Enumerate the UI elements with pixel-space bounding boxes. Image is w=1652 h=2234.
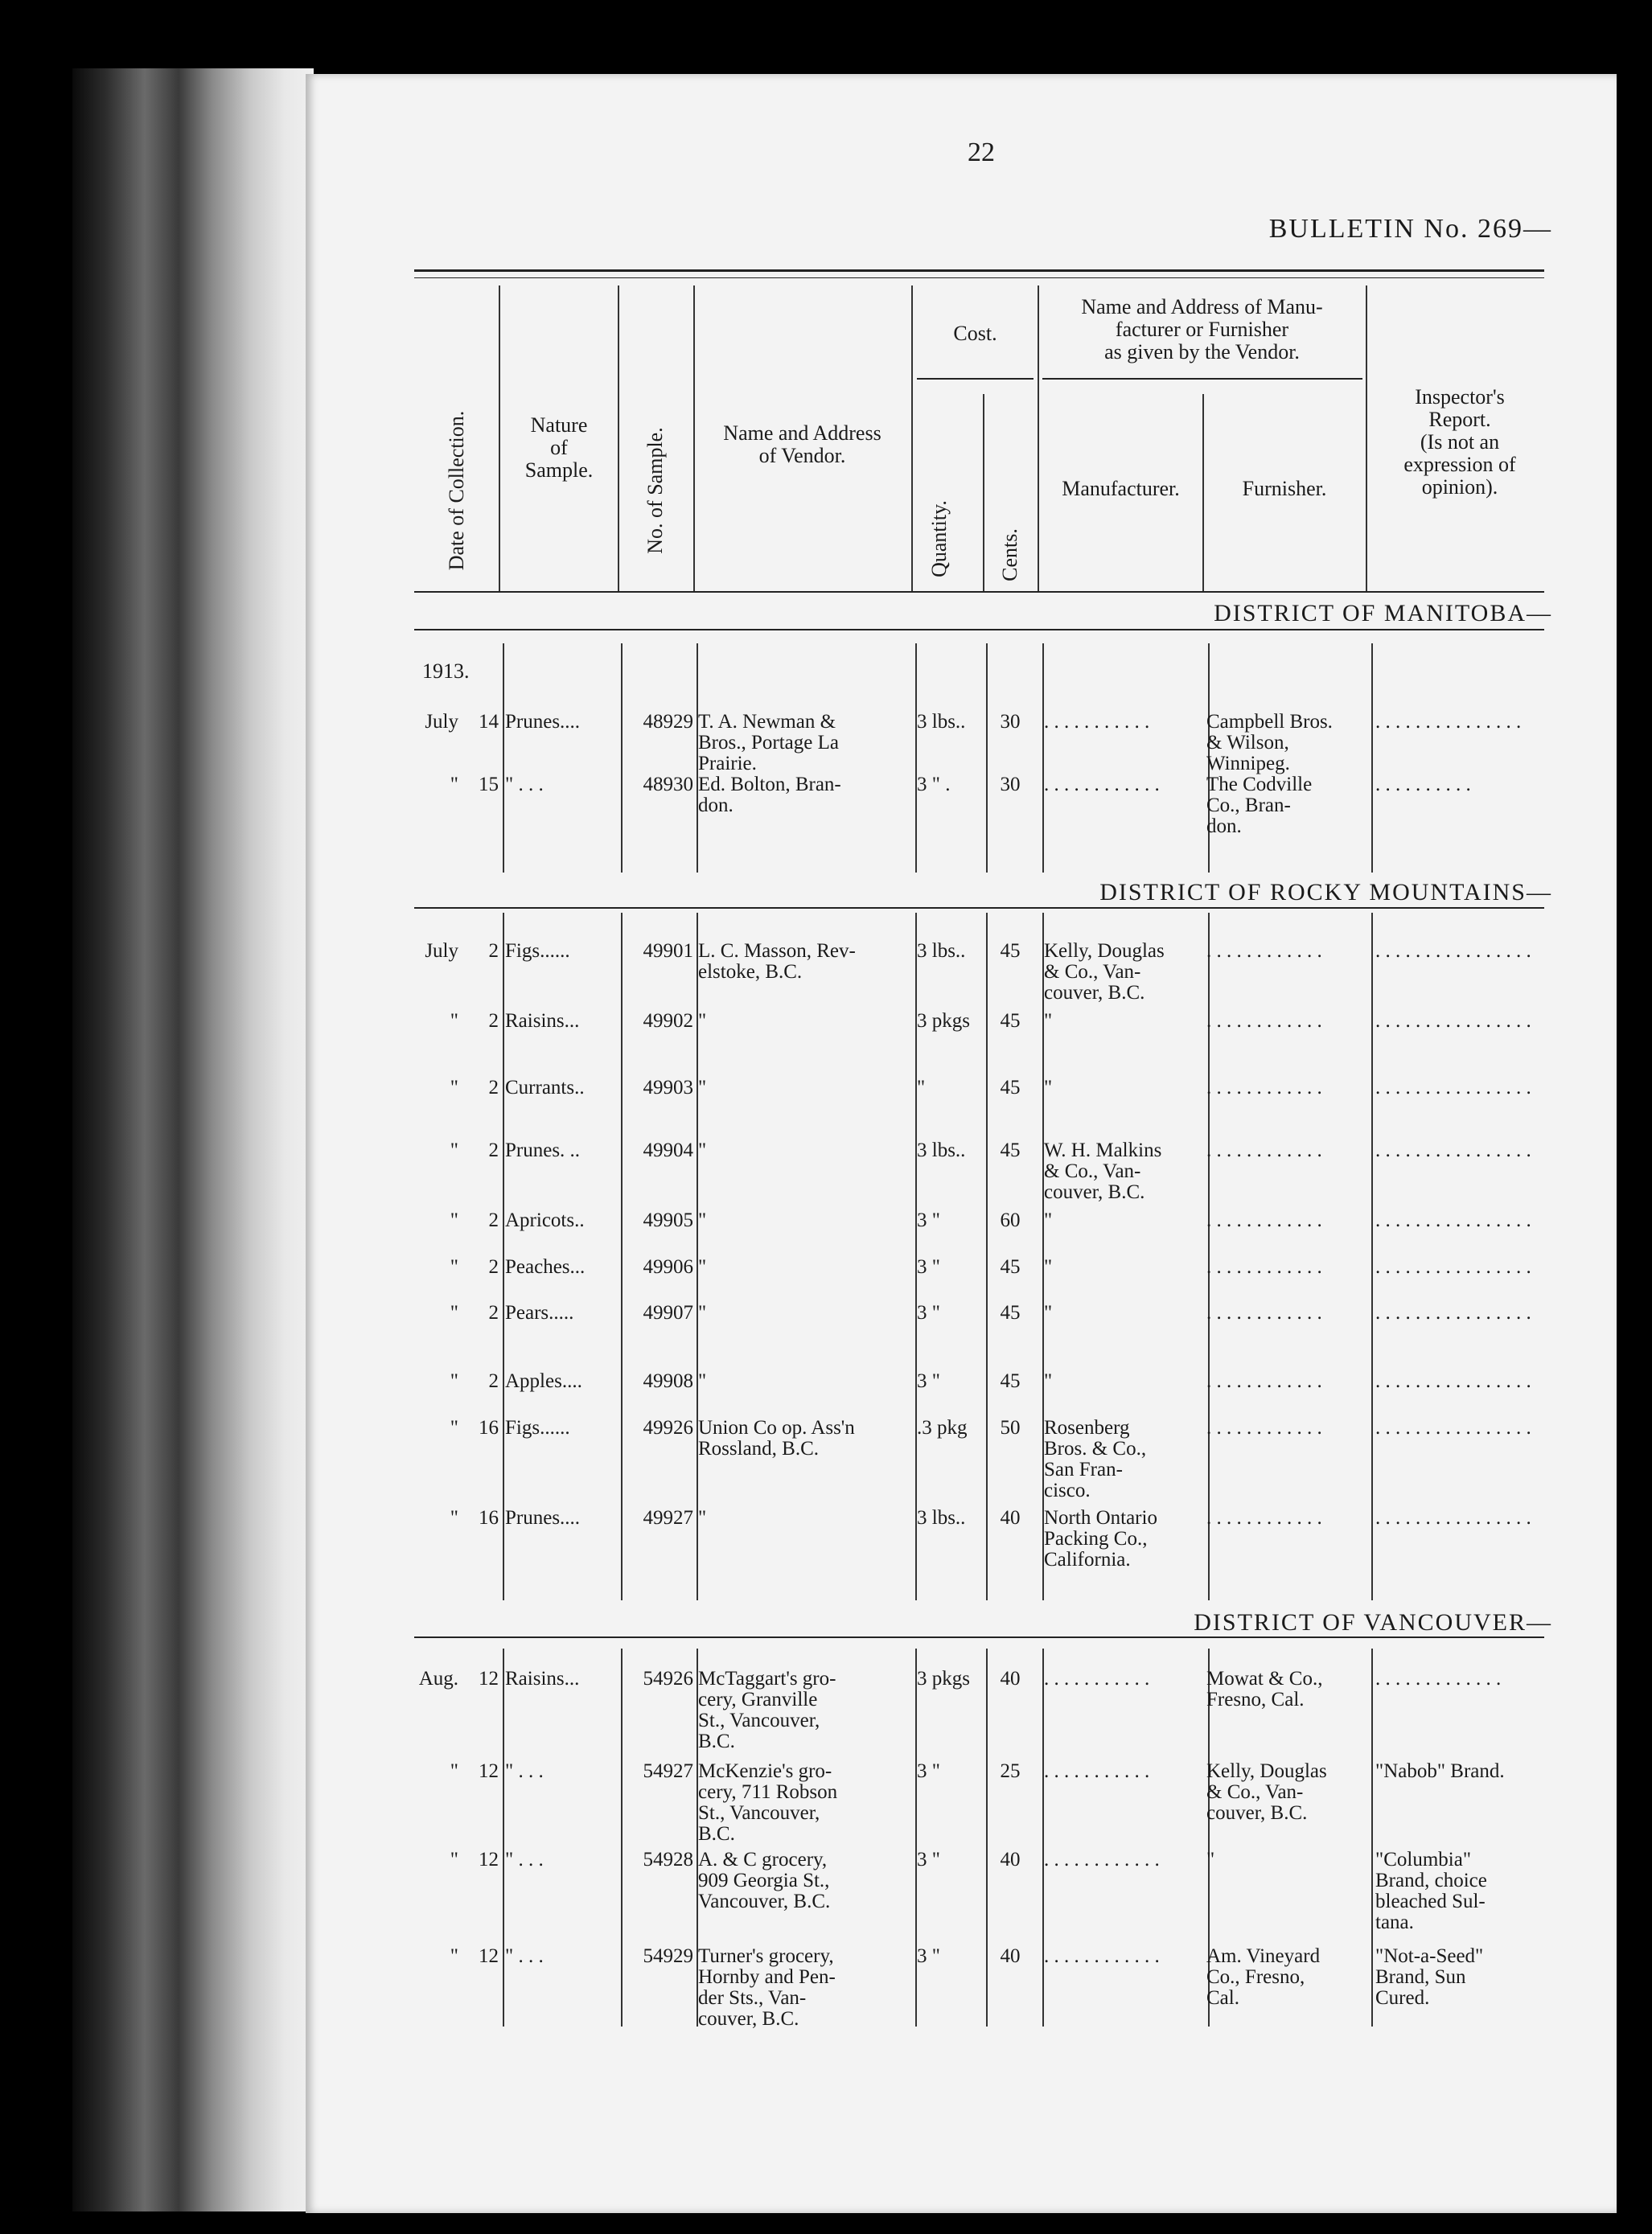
- cell-no: 49904: [643, 1140, 693, 1161]
- cell-month: ": [450, 1209, 458, 1231]
- cell-mfr: . . . . . . . . . . .: [1044, 1760, 1150, 1782]
- col-quantity-header: Quantity.: [927, 500, 951, 577]
- cell-cents: 40: [1000, 1668, 1021, 1690]
- cell-no: 49907: [643, 1302, 693, 1324]
- cell-no: 49902: [643, 1010, 693, 1032]
- col-line: [983, 394, 984, 591]
- cell-qty: 3 lbs..: [917, 1140, 966, 1161]
- cell-qty: 3 ": [917, 1256, 940, 1278]
- cell-day: 2: [488, 1256, 499, 1278]
- cell-furn: The Codville Co., Bran- don.: [1206, 774, 1313, 837]
- col-mfr-group-header: Name and Address of Manu- facturer or Furnisher as given by the Vendor.: [1081, 295, 1323, 363]
- cell-vendor: ": [698, 1140, 707, 1161]
- cell-cents: 45: [1000, 1370, 1021, 1392]
- cell-mfr: . . . . . . . . . . .: [1044, 711, 1150, 733]
- col-line: [1042, 643, 1044, 873]
- cell-nature: " . . .: [505, 1760, 544, 1782]
- cell-qty: 3 lbs..: [917, 711, 966, 733]
- cell-mfr: . . . . . . . . . . .: [1044, 1668, 1150, 1690]
- col-line: [1371, 643, 1373, 873]
- cell-cents: 50: [1000, 1417, 1021, 1439]
- cell-no: 49908: [643, 1370, 693, 1392]
- cell-no: 48929: [643, 711, 693, 733]
- col-line: [1371, 1649, 1373, 2027]
- cell-day: 14: [479, 711, 499, 733]
- cell-report: "Nabob" Brand.: [1375, 1760, 1505, 1782]
- cell-furn: . . . . . . . . . . . .: [1206, 1209, 1322, 1231]
- section-rule: [414, 907, 1544, 909]
- cell-day: 16: [479, 1507, 499, 1529]
- cell-nature: " . . .: [505, 1849, 544, 1871]
- cell-day: 2: [488, 1302, 499, 1324]
- cell-qty: 3 ": [917, 1370, 940, 1392]
- cell-qty: 3 lbs..: [917, 1507, 966, 1529]
- cell-no: 49906: [643, 1256, 693, 1278]
- cell-mfr: ": [1044, 1256, 1053, 1278]
- cell-report: . . . . . . . . . . . . . . .: [1375, 711, 1522, 733]
- cell-cents: 30: [1000, 774, 1021, 795]
- cell-month: ": [450, 1370, 458, 1392]
- cell-day: 2: [488, 1209, 499, 1231]
- cell-mfr: Rosenberg Bros. & Co., San Fran- cisco.: [1044, 1417, 1147, 1501]
- cell-report: . . . . . . . . . . . . . . . .: [1375, 1140, 1531, 1161]
- cell-month: ": [450, 1077, 458, 1099]
- cell-vendor: Ed. Bolton, Bran- don.: [698, 774, 841, 816]
- header-rule-top: [414, 269, 1544, 272]
- cell-cents: 45: [1000, 1010, 1021, 1032]
- col-cents-header: Cents.: [998, 528, 1021, 581]
- cell-cents: 40: [1000, 1849, 1021, 1871]
- cell-month: July: [425, 940, 458, 962]
- cell-month: ": [450, 774, 458, 795]
- cell-report: . . . . . . . . . . . . . . . .: [1375, 1256, 1531, 1278]
- col-line: [621, 643, 623, 873]
- cell-mfr: ": [1044, 1370, 1053, 1392]
- cell-report: . . . . . . . . . . . . . . . .: [1375, 940, 1531, 962]
- col-line: [503, 913, 504, 1600]
- cell-nature: Figs......: [505, 940, 570, 962]
- cell-furn: . . . . . . . . . . . .: [1206, 1140, 1322, 1161]
- cell-qty: .3 pkg: [917, 1417, 968, 1439]
- cell-nature: Apricots..: [505, 1209, 585, 1231]
- cell-no: 49903: [643, 1077, 693, 1099]
- cell-report: . . . . . . . . . . . . . . . .: [1375, 1077, 1531, 1099]
- col-line: [915, 643, 917, 873]
- cell-qty: 3 ": [917, 1945, 940, 1967]
- cost-rule: [917, 378, 1034, 380]
- col-line: [1371, 913, 1373, 1600]
- cell-day: 12: [479, 1945, 499, 1967]
- col-line: [499, 285, 500, 591]
- cell-furn: . . . . . . . . . . . .: [1206, 1302, 1322, 1324]
- cell-no: 54926: [643, 1668, 693, 1690]
- cell-nature: Prunes....: [505, 711, 581, 733]
- cell-furn: Am. Vineyard Co., Fresno, Cal.: [1206, 1945, 1321, 2009]
- cell-month: ": [450, 1760, 458, 1782]
- cell-no: 49905: [643, 1209, 693, 1231]
- cell-nature: Prunes....: [505, 1507, 581, 1529]
- section-rule: [414, 629, 1544, 630]
- cell-day: 12: [479, 1668, 499, 1690]
- header-rule-bottom: [414, 591, 1544, 593]
- cell-report: . . . . . . . . . . . . . . . .: [1375, 1302, 1531, 1324]
- cell-nature: Prunes. ..: [505, 1140, 581, 1161]
- cell-vendor: ": [698, 1370, 707, 1392]
- cell-vendor: T. A. Newman & Bros., Portage La Prairie.: [698, 711, 839, 774]
- cell-cents: 45: [1000, 940, 1021, 962]
- cell-no: 54929: [643, 1945, 693, 1967]
- col-cost-header: Cost.: [953, 322, 997, 345]
- cell-vendor: ": [698, 1507, 707, 1529]
- cell-month: Aug.: [418, 1668, 458, 1690]
- cell-report: . . . . . . . . . . . . . . . .: [1375, 1417, 1531, 1439]
- cell-day: 2: [488, 1010, 499, 1032]
- cell-vendor: ": [698, 1077, 707, 1099]
- section-title: DISTRICT OF MANITOBA—: [1214, 600, 1552, 626]
- cell-nature: " . . .: [505, 1945, 544, 1967]
- col-manufacturer-header: Manufacturer.: [1062, 477, 1180, 500]
- page-number: 22: [968, 138, 995, 167]
- col-line: [621, 1649, 623, 2027]
- cell-report: . . . . . . . . . . . . .: [1375, 1668, 1502, 1690]
- col-line: [503, 1649, 504, 2027]
- cell-mfr: North Ontario Packing Co., California.: [1044, 1507, 1157, 1571]
- cell-cents: 30: [1000, 711, 1021, 733]
- cell-nature: Peaches...: [505, 1256, 586, 1278]
- cell-nature: Pears.....: [505, 1302, 574, 1324]
- cell-furn: . . . . . . . . . . . .: [1206, 940, 1322, 962]
- cell-cents: 25: [1000, 1760, 1021, 1782]
- section-title: DISTRICT OF VANCOUVER—: [1194, 1609, 1552, 1636]
- cell-mfr: . . . . . . . . . . . .: [1044, 1945, 1160, 1967]
- cell-nature: Currants..: [505, 1077, 585, 1099]
- cell-report: . . . . . . . . . . . . . . . .: [1375, 1507, 1531, 1529]
- cell-vendor: Turner's grocery, Hornby and Pen- der Sts., Van- couver, B.C.: [698, 1945, 836, 2030]
- cell-report: . . . . . . . . . . . . . . . .: [1375, 1370, 1531, 1392]
- section-title: DISTRICT OF ROCKY MOUNTAINS—: [1099, 879, 1552, 906]
- cell-cents: 45: [1000, 1077, 1021, 1099]
- cell-report: "Not-a-Seed" Brand, Sun Cured.: [1375, 1945, 1484, 2009]
- cell-qty: 3 ": [917, 1760, 940, 1782]
- cell-qty: 3 pkgs: [917, 1668, 970, 1690]
- cell-no: 54927: [643, 1760, 693, 1782]
- cell-furn: . . . . . . . . . . . .: [1206, 1370, 1322, 1392]
- cell-vendor: McTaggart's gro- cery, Granville St., Vancouver, B.C.: [698, 1668, 836, 1752]
- cell-qty: 3 ": [917, 1849, 940, 1871]
- cell-day: 16: [479, 1417, 499, 1439]
- cell-mfr: . . . . . . . . . . . .: [1044, 774, 1160, 795]
- cell-nature: Apples....: [505, 1370, 582, 1392]
- cell-mfr: ": [1044, 1077, 1053, 1099]
- cell-report: . . . . . . . . . . . . . . . .: [1375, 1209, 1531, 1231]
- cell-vendor: ": [698, 1256, 707, 1278]
- cell-vendor: ": [698, 1209, 707, 1231]
- cell-nature: Raisins...: [505, 1010, 580, 1032]
- cell-month: ": [450, 1256, 458, 1278]
- cell-day: 2: [488, 1077, 499, 1099]
- col-report-header: Inspector's Report. (Is not an expression of opinion).: [1403, 385, 1516, 499]
- col-furnisher-header: Furnisher.: [1242, 477, 1327, 500]
- cell-nature: " . . .: [505, 774, 544, 795]
- cell-day: 15: [479, 774, 499, 795]
- col-no-header: No. of Sample.: [643, 427, 667, 554]
- cell-mfr: ": [1044, 1010, 1053, 1032]
- cell-nature: Figs......: [505, 1417, 570, 1439]
- cell-day: 2: [488, 940, 499, 962]
- cell-mfr: . . . . . . . . . . . .: [1044, 1849, 1160, 1871]
- col-line: [1042, 1649, 1044, 2027]
- cell-month: ": [450, 1849, 458, 1871]
- section-rule: [414, 1636, 1544, 1638]
- mfr-rule: [1042, 378, 1362, 380]
- cell-mfr: ": [1044, 1209, 1053, 1231]
- cell-no: 49926: [643, 1417, 693, 1439]
- cell-month: ": [450, 1507, 458, 1529]
- col-line: [915, 1649, 917, 2027]
- cell-mfr: Kelly, Douglas & Co., Van- couver, B.C.: [1044, 940, 1165, 1004]
- cell-qty: ": [917, 1077, 926, 1099]
- cell-no: 48930: [643, 774, 693, 795]
- cell-furn: Mowat & Co., Fresno, Cal.: [1206, 1668, 1323, 1710]
- cell-furn: . . . . . . . . . . . .: [1206, 1010, 1322, 1032]
- cell-day: 12: [479, 1760, 499, 1782]
- cell-furn: . . . . . . . . . . . .: [1206, 1417, 1322, 1439]
- cell-cents: 60: [1000, 1209, 1021, 1231]
- cell-day: 2: [488, 1370, 499, 1392]
- cell-qty: 3 pkgs: [917, 1010, 970, 1032]
- cell-month: ": [450, 1010, 458, 1032]
- cell-vendor: McKenzie's gro- cery, 711 Robson St., Vancouver, B.C.: [698, 1760, 838, 1845]
- cell-month: ": [450, 1302, 458, 1324]
- cell-vendor: Union Co op. Ass'n Rossland, B.C.: [698, 1417, 855, 1460]
- bulletin-header: BULLETIN No. 269—: [1268, 214, 1552, 244]
- cell-report: . . . . . . . . . .: [1375, 774, 1471, 795]
- col-date-header: Date of Collection.: [445, 410, 468, 571]
- cell-qty: 3 ": [917, 1209, 940, 1231]
- cell-month: July: [425, 711, 458, 733]
- cell-no: 49927: [643, 1507, 693, 1529]
- cell-qty: 3 " .: [917, 774, 951, 795]
- header-rule-top-thin: [414, 277, 1544, 278]
- cell-day: 12: [479, 1849, 499, 1871]
- cell-month: ": [450, 1417, 458, 1439]
- cell-furn: Kelly, Douglas & Co., Van- couver, B.C.: [1206, 1760, 1327, 1824]
- section-year: 1913.: [422, 659, 470, 683]
- col-nature-header: Nature of Sample.: [524, 413, 594, 482]
- cell-cents: 45: [1000, 1140, 1021, 1161]
- cell-qty: 3 ": [917, 1302, 940, 1324]
- cell-nature: Raisins...: [505, 1668, 580, 1690]
- cell-report: . . . . . . . . . . . . . . . .: [1375, 1010, 1531, 1032]
- col-line: [618, 285, 619, 591]
- col-vendor-header: Name and Address of Vendor.: [723, 421, 881, 467]
- cell-cents: 40: [1000, 1945, 1021, 1967]
- binding-gutter: [72, 68, 314, 2211]
- col-line: [986, 643, 988, 873]
- cell-cents: 40: [1000, 1507, 1021, 1529]
- cell-cents: 45: [1000, 1302, 1021, 1324]
- cell-vendor: A. & C grocery, 909 Georgia St., Vancouver, B.C.: [698, 1849, 831, 1912]
- cell-vendor: L. C. Masson, Rev- elstoke, B.C.: [698, 940, 856, 983]
- cell-furn: Campbell Bros. & Wilson, Winnipeg.: [1206, 711, 1333, 774]
- cell-vendor: ": [698, 1010, 707, 1032]
- cell-cents: 45: [1000, 1256, 1021, 1278]
- cell-no: 54928: [643, 1849, 693, 1871]
- cell-no: 49901: [643, 940, 693, 962]
- cell-furn: ": [1206, 1849, 1215, 1871]
- cell-qty: 3 lbs..: [917, 940, 966, 962]
- cell-furn: . . . . . . . . . . . .: [1206, 1077, 1322, 1099]
- cell-month: ": [450, 1140, 458, 1161]
- col-line: [986, 1649, 988, 2027]
- cell-mfr: W. H. Malkins & Co., Van- couver, B.C.: [1044, 1140, 1162, 1203]
- cell-vendor: ": [698, 1302, 707, 1324]
- cell-furn: . . . . . . . . . . . .: [1206, 1256, 1322, 1278]
- cell-mfr: ": [1044, 1302, 1053, 1324]
- col-line: [693, 285, 695, 591]
- cell-day: 2: [488, 1140, 499, 1161]
- cell-report: "Columbia" Brand, choice bleached Sul- tana.: [1375, 1849, 1487, 1933]
- cell-month: ": [450, 1945, 458, 1967]
- col-line: [503, 643, 504, 873]
- cell-furn: . . . . . . . . . . . .: [1206, 1507, 1322, 1529]
